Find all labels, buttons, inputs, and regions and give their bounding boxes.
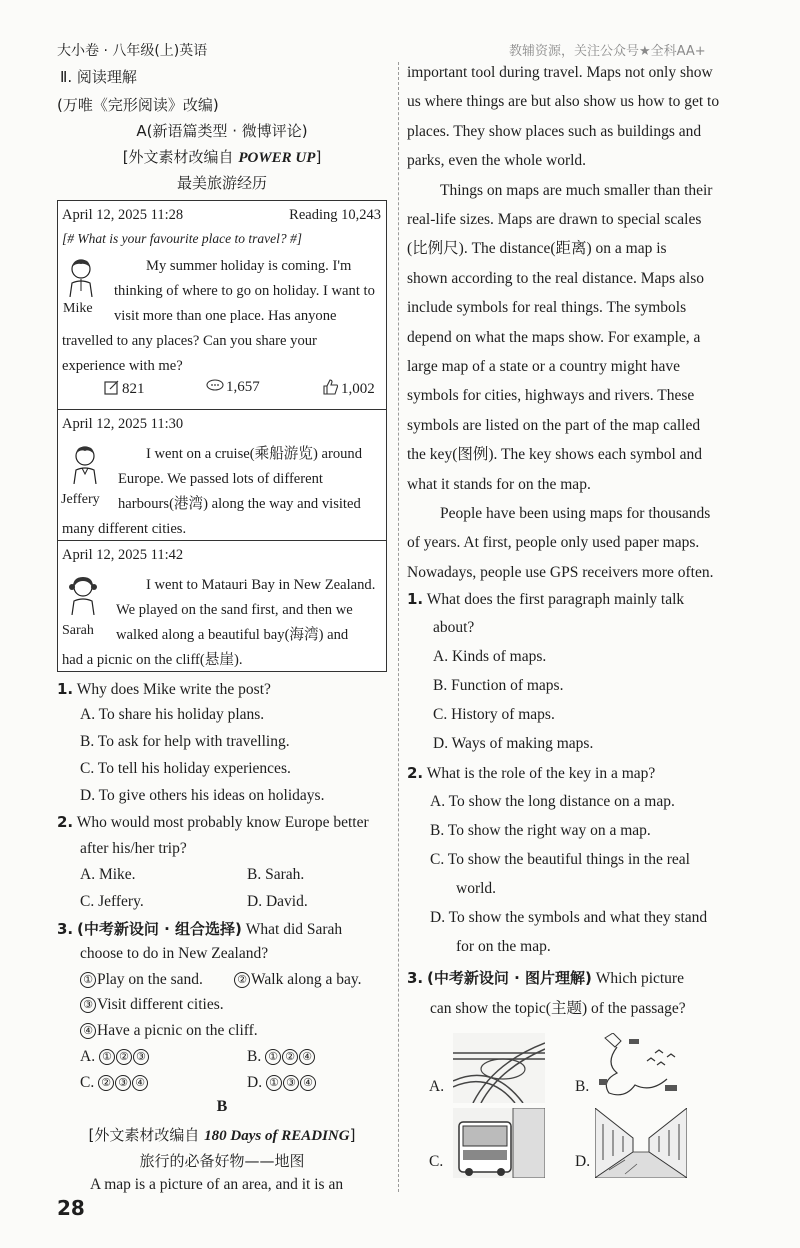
part-a-source: [外文素材改编自 POWER UP] [122, 148, 322, 166]
picture-label: C. [429, 1153, 444, 1170]
book-title: 大小卷 · 八年级(上)英语 [57, 43, 208, 59]
post-line: My summer holiday is coming. I'm [146, 258, 352, 274]
option[interactable]: A. Mike. [80, 866, 136, 883]
column-divider [398, 62, 399, 1192]
post-line: had a picnic on the cliff(悬崖). [62, 652, 243, 668]
passage-line: depend on what the maps show. For example, a [407, 328, 701, 346]
post-line: travelled to any places? Can you share your [62, 333, 317, 349]
post-line: We played on the sand first, and then we [116, 602, 353, 618]
passage-line: symbols are listed on the part of the map called [407, 416, 701, 434]
picture-label: D. [575, 1153, 591, 1170]
option[interactable]: A. Kinds of maps. [433, 648, 547, 665]
question-stem-line: can show the topic(主题) of the passage? [430, 1000, 686, 1017]
passage-line: A map is a picture of an area, and it is an [90, 1176, 344, 1193]
option[interactable]: B. Sarah. [247, 866, 305, 883]
option[interactable]: D. To give others his ideas on holidays. [80, 787, 325, 804]
post-sarah [58, 541, 386, 671]
option-continued: for on the map. [456, 938, 551, 955]
passage-line: what it stands for on the map. [407, 475, 591, 493]
picture-label: B. [575, 1078, 590, 1095]
passage-line: important tool during travel. Maps not only show [407, 64, 713, 81]
option[interactable]: C. ② ③ ④ [80, 1074, 149, 1092]
part-a-title: A(新语篇类型 · 微博评论) [136, 122, 308, 140]
post-line: I went to Matauri Bay in New Zealand. [146, 577, 376, 593]
highway-interchange-picture[interactable] [453, 1033, 545, 1103]
part-b-source: [外文素材改编自 180 Days of READING] [88, 1126, 356, 1144]
question-a2: 2. Who would most probably know Europe better [57, 813, 369, 831]
post-mike [58, 201, 386, 410]
option[interactable]: C. To tell his holiday experiences. [80, 760, 291, 777]
post-line: experience with me? [62, 358, 183, 374]
passage-line: People have been using maps for thousands [440, 505, 711, 522]
section-source: (万唯《完形阅读》改编) [57, 96, 219, 114]
passage-line: large map of a state or a country might have [407, 358, 681, 375]
passage-line: us where things are but also show us how to get to [407, 93, 720, 111]
topic-tag: [# What is your favourite place to travel? #] [62, 231, 302, 246]
username: Mike [63, 301, 93, 316]
option-continued: world. [456, 880, 497, 897]
choice-3: ③ Visit different cities. [80, 996, 224, 1014]
passage-line: Nowadays, people use GPS receivers more often. [407, 563, 714, 581]
question-b2: 2. What is the role of the key in a map? [407, 764, 656, 782]
header-promo: 教辅资源，关注公众号★全科AA+ [509, 44, 706, 59]
post-line: visit more than one place. Has anyone [114, 308, 337, 324]
share-stat[interactable]: 821 [104, 379, 145, 398]
post-line: Europe. We passed lots of different [118, 471, 323, 487]
thumbs-up-icon [323, 379, 339, 395]
username: Sarah [62, 623, 94, 638]
passage-line: include symbols for real things. The symbols [407, 299, 687, 317]
passage-line: the key(图例). The key shows each symbol and [407, 446, 703, 464]
post-date: April 12, 2025 11:42 [62, 547, 184, 563]
question-a3: 3. (中考新设问 · 组合选择) What did Sarah [57, 920, 343, 938]
reading-count: Reading 10,243 [289, 207, 381, 223]
weibo-card [57, 200, 387, 672]
post-jeffery [58, 410, 386, 541]
question-stem-line: after his/her trip? [80, 840, 187, 857]
choice-4: ④ Have a picnic on the cliff. [80, 1022, 258, 1040]
passage-line: shown according to the real distance. Maps also [407, 269, 704, 287]
option[interactable]: A. To share his holiday plans. [80, 706, 265, 723]
post-line: harbours(港湾) along the way and visited [118, 496, 361, 512]
post-line: many different cities. [62, 521, 187, 537]
page-number: 28 [57, 1196, 85, 1220]
passage-line: real-life sizes. Maps are drawn to special scales [407, 211, 702, 228]
post-line: walked along a beautiful bay(海湾) and [116, 627, 349, 643]
choice-2: ② Walk along a bay. [234, 971, 362, 989]
part-a-subtitle: 最美旅游经历 [176, 174, 267, 192]
option[interactable]: B. To show the right way on a map. [430, 822, 651, 839]
option[interactable]: B. ① ② ④ [247, 1048, 316, 1066]
passage-line: Things on maps are much smaller than their [440, 181, 713, 199]
option[interactable]: C. Jeffery. [80, 893, 144, 910]
option[interactable]: D. David. [247, 893, 308, 910]
option[interactable]: C. History of maps. [433, 706, 555, 723]
comment-icon [206, 379, 224, 393]
like-stat[interactable]: 1,002 [323, 379, 375, 398]
map-picture[interactable] [595, 1033, 687, 1103]
post-date: April 12, 2025 11:28 [62, 207, 184, 223]
post-line: thinking of where to go on holiday. I want to [114, 283, 375, 299]
passage-line: of years. At first, people only used paper maps. [407, 534, 700, 552]
option[interactable]: C. To show the beautiful things in the real [430, 851, 690, 868]
part-b-subtitle: 旅行的必备好物——地图 [139, 1152, 305, 1170]
question-b1: 1. What does the first paragraph mainly talk [407, 590, 685, 608]
section-heading: Ⅱ. 阅读理解 [60, 68, 137, 86]
question-stem-line: choose to do in New Zealand? [80, 945, 269, 962]
option[interactable]: D. Ways of making maps. [433, 735, 594, 752]
picture-label: A. [429, 1078, 445, 1095]
question-a1: 1. Why does Mike write the post? [57, 680, 271, 698]
comment-stat[interactable]: 1,657 [206, 379, 260, 396]
question-b3: 3. (中考新设问 · 图片理解) Which picture [407, 969, 684, 987]
bus-picture[interactable] [453, 1108, 545, 1178]
option[interactable]: B. Function of maps. [433, 677, 564, 694]
street-picture[interactable] [595, 1108, 687, 1178]
passage-line: symbols for cities, highways and rivers. These [407, 387, 695, 405]
choice-1: ① Play on the sand. [80, 971, 203, 989]
post-line: I went on a cruise(乘船游览) around [146, 446, 363, 462]
username: Jeffery [61, 492, 100, 507]
share-icon [104, 379, 120, 395]
post-date: April 12, 2025 11:30 [62, 416, 184, 432]
part-b-label: B [216, 1098, 228, 1115]
passage-line: parks, even the whole world. [407, 152, 587, 170]
passage-line: (比例尺). The distance(距离) on a map is [407, 240, 667, 258]
option[interactable]: A. To show the long distance on a map. [430, 793, 675, 810]
passage-line: places. They show places such as buildings and [407, 122, 702, 140]
option[interactable]: D. To show the symbols and what they stand [430, 909, 708, 926]
option[interactable]: A. ① ② ③ [80, 1048, 150, 1066]
question-stem-line: about? [433, 619, 475, 636]
option[interactable]: B. To ask for help with travelling. [80, 733, 290, 750]
option[interactable]: D. ① ③ ④ [247, 1074, 317, 1092]
